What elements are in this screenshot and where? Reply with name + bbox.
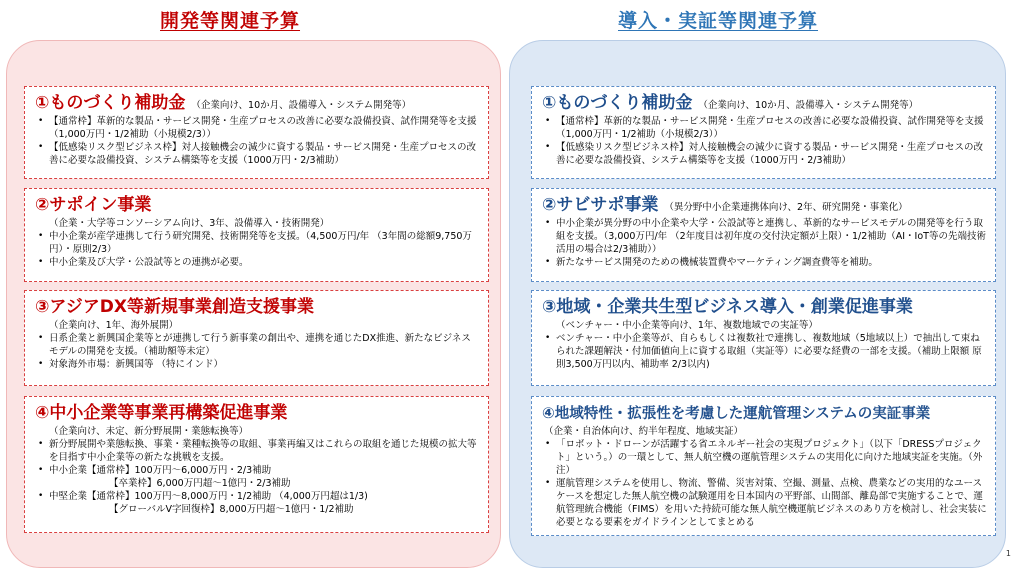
card-title: 地域・企業共生型ビジネス導入・創業促進事業 [556, 297, 913, 317]
list-item-continuation: 【グローバルV字回復枠】8,000万円超～1億円・1/2補助 [109, 504, 354, 515]
list-item: • 「ロボット・ドローンが活躍する省エネルギー社会の実現プロジェクト」（以下「DRESSプロジェクト」という。）の一環として、無人航空機の運航管理システムの実用化に向けた地域実証を実施。（外注） [542, 438, 987, 477]
card-title: アジアDX等新規事業創造支援事業 [49, 297, 314, 317]
card-subtitle: （企業・大学等コンソーシアム向け、3年、設備導入・技術開発） [49, 218, 330, 229]
list-item: • 【低感染リスク型ビジネス枠】対人接触機会の減少に資する製品・サービス開発・生産プロセスの改善に必要な設備投資、システム構築等を支援（1000万円・2/3補助） [35, 141, 480, 167]
flight-management-card [531, 396, 996, 536]
list-item: • 【低感染リスク型ビジネス枠】対人接触機会の減少に資する製品・サービス開発・生産プロセスの改善に必要な設備投資、システム構築等を支援（1000万円・2/3補助） [542, 141, 987, 167]
card-number: ① [542, 93, 557, 113]
restructuring-card [24, 396, 489, 533]
list-item: • ベンチャー・中小企業等が、自らもしくは複数社で連携し、複数地域（5地域以上）で抽出して束ねられた課題解決・付加価値向上に資する取組（実証等）に必要な経費の一部を支援。（補助上限額 原則3,500万円以内、補助率 2/3以内) [542, 332, 987, 371]
list-item: • 中小企業【通常枠】100万円～6,000万円・2/3補助 [35, 464, 480, 477]
card-subtitle: （異分野中小企業連携体向け、2年、研究開発・事業化） [664, 202, 908, 213]
monozukuri-subsidy-card [24, 86, 489, 179]
sabisapo-card [531, 188, 996, 282]
deploy-budget-title: 導入・実証等関連予算 [618, 10, 819, 32]
card-title: 地域特性・拡張性を考慮した運航管理システムの実証事業 [554, 406, 931, 422]
list-item: • 新分野展開や業態転換、事業・業種転換等の取組、事業再編又はこれらの取組を通じた規模の拡大等を目指す中小企業等の新たな挑戦を支援。 [35, 438, 480, 464]
list-item: • 中小企業及び大学・公設試等との連携が必要。 [35, 256, 480, 269]
regional-coexistence-card [531, 290, 996, 386]
card-subtitle: （企業向け、10か月、設備導入・システム開発等） [698, 100, 919, 111]
list-item: • 日系企業と新興国企業等とが連携して行う新事業の創出や、連携を通じたDX推進、新たなビジネスモデルの開発を支援。（補助額等未定） [35, 332, 480, 358]
list-item: • 中小企業が異分野の中小企業や大学・公設試等と連携し、革新的なサービスモデルの開発等を行う取組を支援。（3,000万円/年 （2年度目は初年度の交付決定額が上限）・1/2補助（AI・IoT等の先端技術活用の場合は2/3補助）） [542, 217, 987, 256]
page-number: 1 [1005, 549, 1011, 558]
monozukuri-subsidy-card [531, 86, 996, 179]
card-number: ③ [35, 297, 50, 317]
card-number: ① [35, 93, 50, 113]
card-title: ものづくり補助金 [49, 93, 186, 113]
card-number: ③ [542, 297, 557, 317]
list-item: • 中小企業が産学連携して行う研究開発、技術開発等を支援。（4,500万円/年 （3年間の総額9,750万円）・原則2/3） [35, 230, 480, 256]
list-item: • 【通常枠】革新的な製品・サービス開発・生産プロセスの改善に必要な設備投資、試作開発等を支援（1,000万円・1/2補助（小規模2/3）） [542, 115, 987, 141]
card-number: ② [542, 195, 557, 215]
card-number: ④ [542, 404, 555, 422]
card-subtitle: （企業向け、10か月、設備導入・システム開発等） [191, 100, 412, 111]
list-item: • 中堅企業【通常枠】100万円～8,000万円・1/2補助 （4,000万円超は1/3) [35, 490, 480, 503]
list-item: • 【通常枠】革新的な製品・サービス開発・生産プロセスの改善に必要な設備投資、試作開発等を支援（1,000万円・1/2補助（小規模2/3）） [35, 115, 480, 141]
card-subtitle: （企業向け、未定、新分野展開・業態転換等） [49, 426, 249, 437]
list-item-continuation: 【卒業枠】6,000万円超～1億円・2/3補助 [109, 478, 291, 489]
card-subtitle: （企業向け、1年、海外展開） [49, 320, 179, 331]
card-title: サポイン事業 [49, 195, 152, 215]
asia-dx-card [24, 290, 489, 386]
dev-budget-title: 開発等関連予算 [160, 10, 301, 32]
card-title: ものづくり補助金 [556, 93, 693, 113]
card-title: サビサポ事業 [556, 195, 659, 215]
sapoin-card [24, 188, 489, 282]
list-item: • 対象海外市場：新興国等 （特にインド） [35, 358, 480, 371]
card-subtitle: （企業・自治体向け、約半年程度、地域実証） [544, 426, 744, 437]
card-subtitle: （ベンチャー・中小企業等向け、1年、複数地域での実証等） [556, 320, 818, 331]
list-item: • 新たなサービス開発のための機械装置費やマーケティング調査費等を補助。 [542, 256, 987, 269]
card-number: ④ [35, 403, 50, 423]
card-number: ② [35, 195, 50, 215]
list-item: • 運航管理システムを使用し、物流、警備、災害対策、空撮、測量、点検、農業などの実用的なユースケースを想定した無人航空機の試験運用を日本国内の平野部、山間部、離島部で実施することで、運航管理統合機能（FIMS）を用いた持続可能な無人航空機運航ビジネスのあり方を検討し、社会実装に必要となる要素をガイドラインとしてまとめる [542, 477, 987, 529]
card-title: 中小企業等事業再構築促進事業 [49, 403, 288, 423]
